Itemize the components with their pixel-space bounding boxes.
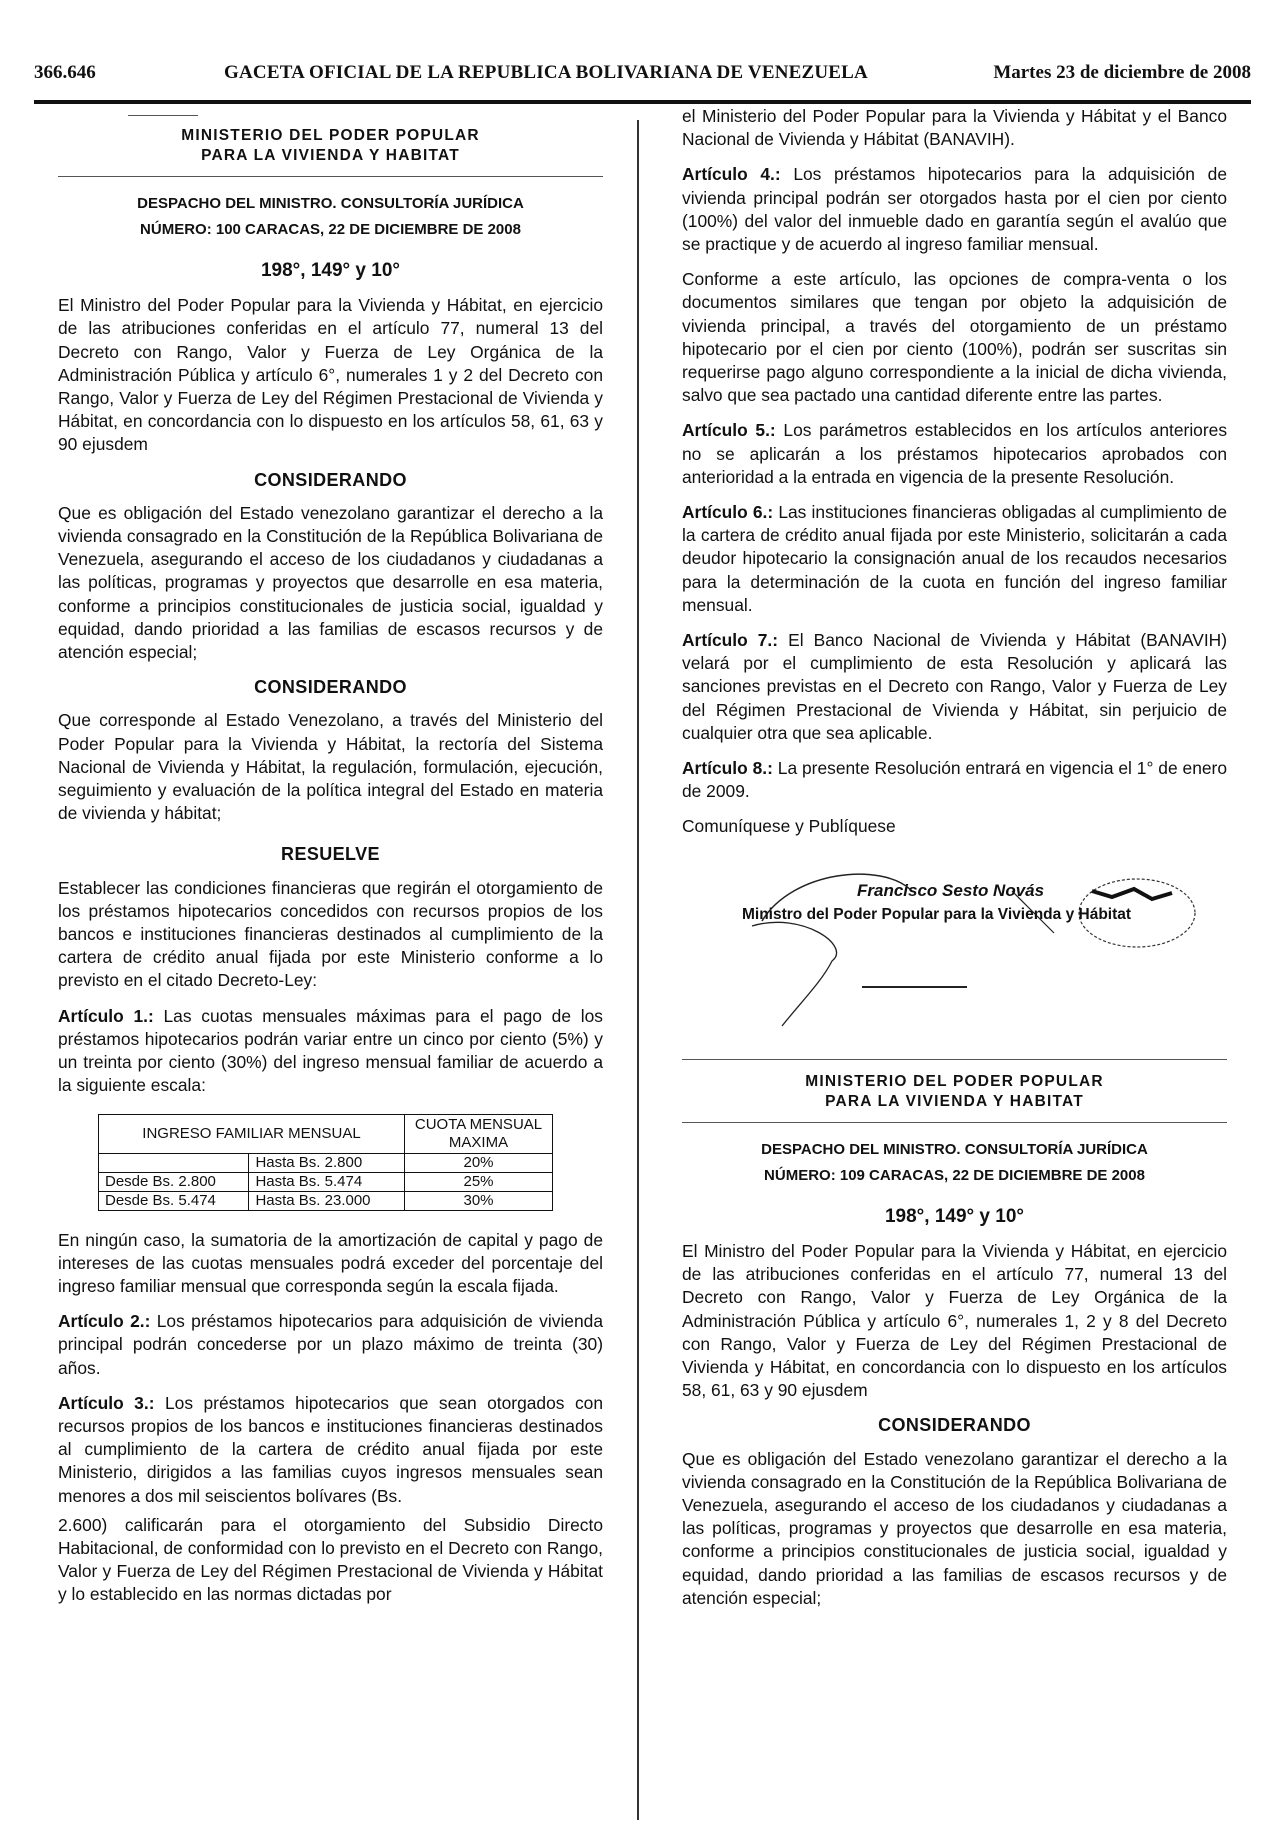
article-5-text: Los parámetros establecidos en los artículos anteriores no se aplicarán a los préstamos hipotecarios aprobados con anterioridad a la entrada en vigencia de la presente Resolución. [682, 420, 1228, 487]
resuelve-heading: RESUELVE [281, 844, 380, 865]
gazette-header [34, 62, 1251, 98]
article-7-text: El Banco Nacional de Vivienda y Hábitat (BANAVIH) velará por el cumplimiento de esta Resolución y aplicará las sanciones previstas en el Decreto con Rango, Valor y Fuerza de Ley del Régimen Prestacional de Vivienda y Hábitat, sin perjuicio de cualquier otra que sea aplicable. [682, 630, 1227, 743]
article-4 [682, 163, 1227, 256]
col-income-header: INGRESO FAMILIAR MENSUAL [99, 1114, 405, 1153]
row-quota: 25% [405, 1172, 553, 1191]
section-rule-2 [682, 1122, 1227, 1123]
article-8 [682, 757, 1227, 803]
table-row [99, 1191, 553, 1210]
ministry-heading [58, 126, 603, 166]
row-to: Hasta Bs. 23.000 [249, 1191, 405, 1210]
row-from: Desde Bs. 2.800 [99, 1172, 249, 1191]
preamble-2: El Ministro del Poder Popular para la Vivienda y Hábitat, en ejercicio de las atribuciones conferidas en el artículo 77, numeral 13 del Decreto con Rango, Valor y Fuerza de Ley Orgánica de la Administración Pública y artículo 6°, numerales 1, 2 y 8 del Decreto con Rango, Valor y Fuerza de Ley del Régimen Prestacional de Vivienda y Hábitat, en concordancia con lo dispuesto en los artículos 58, 61, 63 y 90 ejusdem [682, 1240, 1227, 1401]
quota-scale-table [98, 1114, 553, 1211]
considerando-1: Que es obligación del Estado venezolano garantizar el derecho a la vivienda consagrado en la Constitución de la República Bolivariana de Venezuela, asegurando el acceso de los ciudadanos y ciudadanas a las políticas, programas y proyectos que desarrolle en esa materia, conforme a principios constitucionales de justicia social, igualdad y equidad, dando prioridad a las familias de escasos recursos y de atención especial; [58, 502, 603, 663]
signatory-name: Francisco Sesto Novás [857, 880, 1045, 900]
top-short-rule [128, 115, 198, 116]
closing-formula: Comuníquese y Publíquese [682, 816, 896, 837]
number-line: NÚMERO: 100 CARACAS, 22 DE DICIEMBRE DE 2008 [140, 221, 521, 238]
row-to: Hasta Bs. 2.800 [249, 1153, 405, 1172]
number-line: NÚMERO: 109 CARACAS, 22 DE DICIEMBRE DE 2008 [764, 1166, 1145, 1184]
article-6-label: Artículo 6.: [682, 502, 774, 523]
table-row [99, 1153, 553, 1172]
row-from [99, 1153, 249, 1172]
preamble: El Ministro del Poder Popular para la Vivienda y Hábitat, en ejercicio de las atribuciones conferidas en el artículo 77, numeral 13 del Decreto con Rango, Valor y Fuerza de Ley Orgánica de la Administración Pública y artículo 6°, numerales 1 y 2 del Decreto con Rango, Valor y Fuerza de Ley del Régimen Prestacional de Vivienda y Hábitat, en concordancia con lo dispuesto en los artículos 58, 61, 63 y 90 ejusdem [58, 295, 603, 455]
article-1-label: Artículo 1.: [58, 1005, 154, 1026]
table-row [99, 1172, 553, 1191]
ministry-line-2: PARA LA VIVIENDA Y HABITAT [825, 1092, 1084, 1110]
section-rule [58, 176, 603, 177]
article-6-text: Las instituciones financieras obligadas al cumplimiento de la cartera de crédito anual fijada por este Ministerio, solicitarán a cada deudor hipotecario la consignación anual de los recaudos necesarios para la determinación de la cuota en función del ingreso familiar mensual. [682, 502, 1227, 615]
col-quota-header: CUOTA MENSUAL MAXIMA [405, 1114, 553, 1153]
considerando-109-1: Que es obligación del Estado venezolano garantizar el derecho a la vivienda consagrado en la Constitución de la República Bolivariana de Venezuela, asegurando el acceso de los ciudadanos y ciudadanas a las políticas, programas y proyectos que desarrolle en esa materia, conforme a principios constitucionales de justicia social, igualdad y equidad, dando prioridad a las familias de escasos recursos y de atención especial; [682, 1448, 1227, 1608]
article-4-text: Los préstamos hipotecarios para la adquisición de vivienda principal podrán ser otorgados hasta por el cien por ciento (100%) del valor del inmueble dado en garantía según el avalúo que se practique y de acuerdo al ingreso familiar mensual. [682, 164, 1227, 255]
considerando-2: Que corresponde al Estado Venezolano, a través del Ministerio del Poder Popular para la Vivienda y Hábitat, la rectoría del Sistema Nacional de Vivienda y Hábitat, la regulación, formulación, ejecución, seguimiento y evaluación de la política integral del Estado en materia de vivienda y hábitat; [58, 710, 603, 824]
article-7-label: Artículo 7.: [682, 630, 779, 651]
article-6 [682, 501, 1227, 617]
considerando-heading-3: CONSIDERANDO [878, 1415, 1031, 1436]
article-5-label: Artículo 5.: [682, 420, 776, 441]
article-4-paragraph-2: Conforme a este artículo, las opciones de compra-venta o los documentos similares que tengan por objeto la adquisición de vivienda principal, a través del otorgamiento de un préstamo hipotecario por el cien por ciento (100%), podrán ser suscritas sin requerirse pago alguno correspondiente a la inicial de dicha vivienda, salvo que sea pactado una cantidad diferente entre las partes. [682, 269, 1227, 406]
right-column [682, 106, 1228, 1622]
row-from: Desde Bs. 5.474 [99, 1191, 249, 1210]
article-2-label: Artículo 2.: [58, 1311, 151, 1332]
resuelve-text: Establecer las condiciones financieras que regirán el otorgamiento de los préstamos hipotecarios concedidos con recursos propios de los bancos e instituciones financieras destinados al cumplimiento de la cartera de crédito anual fijada por este Ministerio conforme a lo previsto en el citado Decreto-Ley: [58, 877, 603, 991]
signature-block [682, 851, 1227, 1041]
epoch-line-2: 198°, 149° y 10° [884, 1205, 1024, 1227]
article-1 [58, 1005, 603, 1098]
article-2-text: Los préstamos hipotecarios para adquisición de vivienda principal podrán concederse por un plazo máximo de treinta (30) años. [58, 1311, 603, 1378]
epoch-line: 198°, 149° y 10° [260, 260, 400, 281]
article-3-text: Los préstamos hipotecarios que sean otorgados con recursos propios de los bancos e instituciones financieras destinados al cumplimiento de la cartera de crédito anual fijada por este Ministerio, dirigidos a las familias cuyos ingresos mensuales sean menores a dos mil seiscientos bolívares (Bs. [58, 1392, 603, 1506]
page-number: 366.646 [34, 62, 96, 83]
article-3 [58, 1392, 603, 1508]
article-3-end: el Ministerio del Poder Popular para la Vivienda y Hábitat y el Banco Nacional de Vivienda y Hábitat (BANAVIH). [682, 106, 1227, 150]
signature-line [862, 986, 967, 988]
ministry-line-1: MINISTERIO DEL PODER POPULAR [805, 1072, 1104, 1090]
row-to: Hasta Bs. 5.474 [249, 1172, 405, 1191]
resolution-separator [682, 1059, 1227, 1060]
table-header-row [99, 1114, 553, 1153]
article-8-label: Artículo 8.: [682, 758, 773, 779]
office-heading [58, 191, 603, 243]
article-3-label: Artículo 3.: [58, 1392, 155, 1413]
office-line: DESPACHO DEL MINISTRO. CONSULTORÍA JURÍDICA [137, 195, 524, 212]
article-5 [682, 419, 1227, 489]
considerando-heading-2: CONSIDERANDO [254, 677, 407, 698]
signatory-role: Ministro del Poder Popular para la Vivienda y Hábitat [742, 905, 1132, 923]
article-7 [682, 629, 1227, 745]
article-3-continued: 2.600) calificarán para el otorgamiento del Subsidio Directo Habitacional, de conformidad con lo previsto en el Decreto con Rango, Valor y Fuerza de Ley del Régimen Prestacional de Vivienda y Hábitat y lo establecido en las normas dictadas por [58, 1514, 603, 1605]
ministry-line-1: MINISTERIO DEL PODER POPULAR [181, 127, 480, 144]
article-4-label: Artículo 4.: [682, 164, 781, 185]
office-line: DESPACHO DEL MINISTRO. CONSULTORÍA JURÍDICA [761, 1140, 1148, 1158]
header-rule [34, 100, 1251, 104]
article-1-text: Las cuotas mensuales máximas para el pago de los préstamos hipotecarios podrán variar entre un cinco por ciento (5%) y un treinta por ciento (30%) del ingreso mensual familiar de acuerdo a la siguiente escala: [58, 1005, 603, 1096]
issue-date: Martes 23 de diciembre de 2008 [993, 62, 1251, 83]
left-column [58, 115, 603, 1619]
publication-title: GACETA OFICIAL DE LA REPUBLICA BOLIVARIANA DE VENEZUELA [224, 62, 868, 83]
article-8-text: La presente Resolución entrará en vigencia el 1° de enero de 2009. [682, 758, 1228, 802]
after-table-text: En ningún caso, la sumatoria de la amortización de capital y pago de intereses de las cuotas mensuales podrá exceder del porcentaje del ingreso familiar mensual que corresponda según la escala fijada. [58, 1229, 603, 1296]
row-quota: 30% [405, 1191, 553, 1210]
office-heading-2 [682, 1137, 1227, 1189]
ministry-heading-2 [682, 1072, 1227, 1112]
row-quota: 20% [405, 1153, 553, 1172]
considerando-heading: CONSIDERANDO [254, 469, 407, 490]
ministry-line-2: PARA LA VIVIENDA Y HABITAT [201, 147, 460, 164]
article-2 [58, 1310, 603, 1380]
column-divider [637, 120, 639, 1820]
